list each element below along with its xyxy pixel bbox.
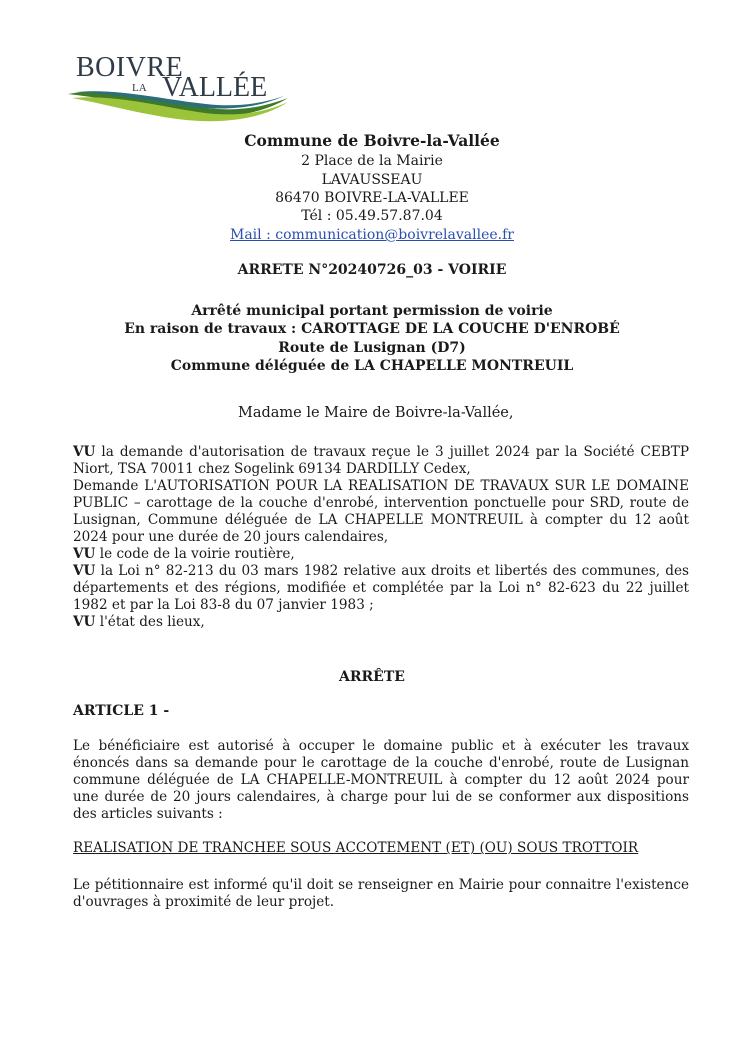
- salutation: Madame le Maire de Boivre-la-Vallée,: [238, 405, 514, 421]
- commune-logo: [66, 50, 296, 130]
- phone-line: Tél : 05.49.57.87.04: [301, 208, 443, 224]
- vu-paragraph-1: VU la demande d'autorisation de travaux reçue le 3 juillet 2024 par la Société CEBTP Niort, TSA 70011 chez Sogelink 69134 DARDILLY Cedex,: [73, 444, 689, 477]
- arrete-heading: ARRÊTE: [339, 669, 405, 685]
- logo-text-vallee: VALLÉE: [162, 72, 268, 103]
- subject-line-1: Arrêté municipal portant permission de voirie: [191, 303, 553, 319]
- logo-swoosh-icon: [66, 84, 296, 124]
- mail-link[interactable]: Mail : communication@boivrelavallee.fr: [229, 227, 514, 243]
- address-line-1: 2 Place de la Mairie: [301, 153, 443, 169]
- vu-paragraph-3: VU la Loi n° 82-213 du 03 mars 1982 relative aux droits et libertés des communes, des départements et des régions, modifiée et complétée par la Loi n° 82-623 du 22 juillet 1982 et par la Loi 83-8 du 07 janvier 1983 ;: [73, 563, 689, 613]
- logo-text-boivre: BOIVRE: [76, 52, 184, 83]
- article-1-heading: ARTICLE 1 -: [73, 703, 170, 719]
- considerations-block: [73, 444, 689, 631]
- arrete-number: ARRETE N°20240726_03 - VOIRIE: [237, 262, 507, 278]
- subject-line-2: En raison de travaux : CAROTTAGE DE LA COUCHE D'ENROBÉ: [124, 321, 620, 337]
- info-paragraph: Le pétitionnaire est informé qu'il doit se renseigner en Mairie pour connaitre l'existence d'ouvrages à proximité de leur projet.: [73, 877, 689, 910]
- subject-line-3: Route de Lusignan (D7): [278, 340, 466, 356]
- demande-paragraph: Demande L'AUTORISATION POUR LA REALISATION DE TRAVAUX SUR LE DOMAINE PUBLIC – carottage de la couche d'enrobé, intervention ponctuelle pour SRD, route de Lusignan, Commune déléguée de LA CHAPELLE MONTREUIL à compter du 12 août 2024 pour une durée de 20 jours calendaires,: [73, 478, 689, 545]
- vu-paragraph-2: VU le code de la voirie routière,: [73, 546, 295, 562]
- article-1-text: Le bénéficiaire est autorisé à occuper le domaine public et à exécuter les travaux énoncés dans sa demande pour le carottage de la couche d'enrobé, route de Lusignan commune déléguée de LA CHAPELLE-MONTREUIL à compter du 12 août 2024 pour une durée de 20 jours calendaires, à charge pour lui de se conformer aux dispositions des articles suivants :: [73, 738, 689, 822]
- vu-paragraph-4: VU l'état des lieux,: [73, 614, 205, 630]
- address-line-2: LAVAUSSEAU: [321, 172, 423, 188]
- commune-title: Commune de Boivre-la-Vallée: [244, 131, 500, 150]
- subject-line-4: Commune déléguée de LA CHAPELLE MONTREUIL: [170, 358, 574, 374]
- logo-text-la: LA: [132, 82, 147, 94]
- address-line-3: 86470 BOIVRE-LA-VALLEE: [275, 190, 469, 206]
- section-title: REALISATION DE TRANCHEE SOUS ACCOTEMENT (ET) (OU) SOUS TROTTOIR: [73, 840, 639, 856]
